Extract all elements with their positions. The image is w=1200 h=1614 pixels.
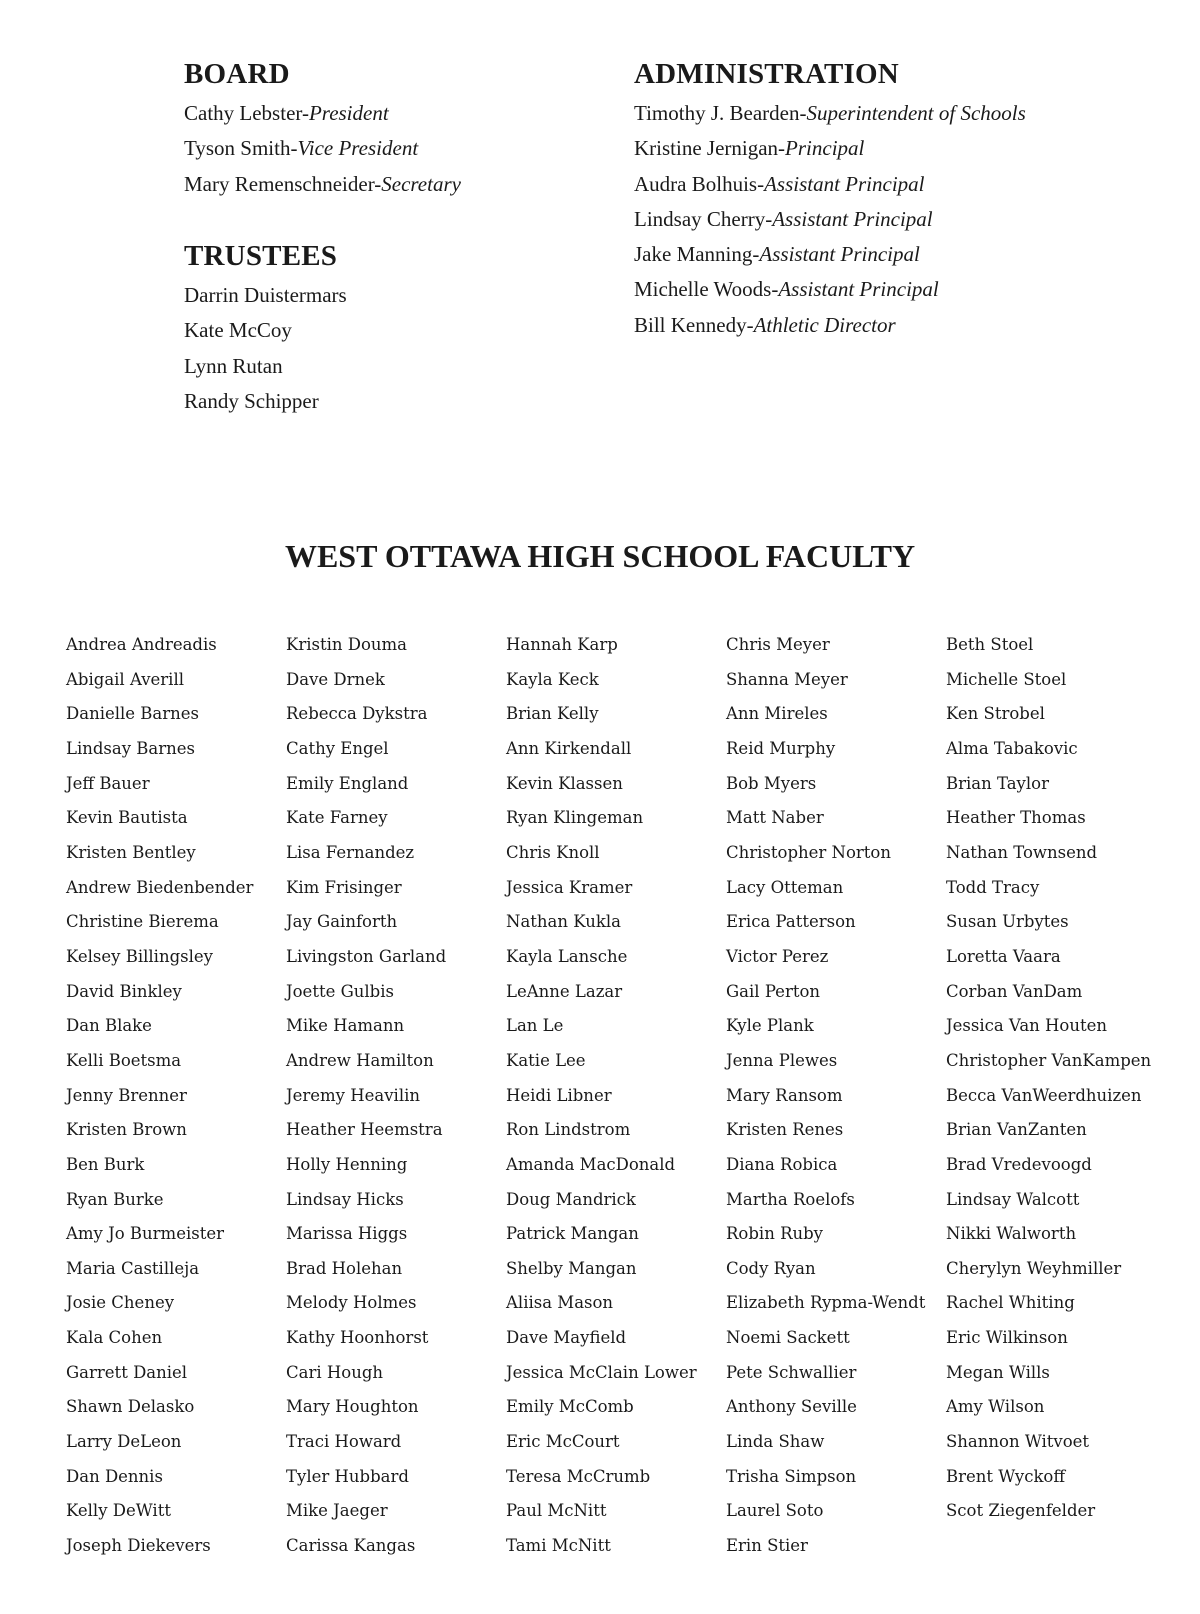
faculty-member: Heather Thomas — [946, 808, 1086, 828]
trustees-list — [184, 278, 347, 419]
administration-section — [634, 56, 1026, 343]
faculty-member: Doug Mandrick — [506, 1189, 636, 1209]
faculty-member: Jay Gainforth — [286, 912, 398, 932]
faculty-member: Diana Robica — [726, 1154, 838, 1174]
person-name: Bill Kennedy- — [634, 312, 754, 337]
faculty-member: Patrick Mangan — [506, 1224, 639, 1244]
faculty-member: Anthony Seville — [726, 1397, 857, 1417]
person-name: Tyson Smith- — [184, 136, 298, 161]
faculty-member: Erin Stier — [726, 1536, 808, 1556]
faculty-member: Victor Perez — [726, 946, 829, 966]
faculty-member: Corban VanDam — [946, 981, 1083, 1001]
faculty-member: Kristen Renes — [726, 1120, 844, 1140]
faculty-member: Melody Holmes — [286, 1293, 417, 1313]
faculty-member: Gail Perton — [726, 981, 821, 1001]
person-name: Mary Remenschneider- — [184, 171, 382, 196]
faculty-member: Michelle Stoel — [946, 669, 1067, 689]
faculty-member: Reid Murphy — [726, 738, 836, 758]
faculty-member: Jessica McClain Lower — [506, 1362, 697, 1382]
faculty-member: Brian VanZanten — [946, 1120, 1087, 1140]
person-role: Assistant Principal — [759, 242, 920, 267]
faculty-member: Ron Lindstrom — [506, 1120, 631, 1140]
faculty-member: Brad Vredevoogd — [946, 1154, 1092, 1174]
faculty-member: Cody Ryan — [726, 1258, 816, 1278]
faculty-member: Kevin Klassen — [506, 773, 623, 793]
person-name: Kristine Jernigan- — [634, 136, 786, 161]
faculty-member: Martha Roelofs — [726, 1189, 855, 1209]
faculty-member: Elizabeth Rypma-Wendt — [726, 1293, 926, 1313]
faculty-member: Mike Hamann — [286, 1016, 405, 1036]
faculty-member: Kristen Brown — [66, 1120, 187, 1140]
administration-member — [634, 272, 1026, 307]
administration-member — [634, 96, 1026, 131]
faculty-column-2 — [286, 628, 446, 1564]
faculty-member: Beth Stoel — [946, 635, 1034, 654]
faculty-member: Ken Strobel — [946, 704, 1045, 724]
trustee-member: Lynn Rutan — [184, 353, 283, 378]
person-role: Assistant Principal — [772, 206, 933, 231]
person-name: Audra Bolhuis- — [634, 171, 765, 196]
faculty-member: Brent Wyckoff — [946, 1466, 1066, 1486]
administration-member — [634, 308, 1026, 343]
board-list — [184, 96, 461, 202]
faculty-member: Shawn Delasko — [66, 1397, 195, 1417]
faculty-member: Linda Shaw — [726, 1432, 825, 1452]
faculty-member: Garrett Daniel — [66, 1362, 188, 1382]
faculty-member: Kelsey Billingsley — [66, 946, 213, 966]
faculty-member: Lindsay Walcott — [946, 1189, 1080, 1209]
faculty-member: Cari Hough — [286, 1362, 384, 1382]
faculty-member: Jeff Bauer — [66, 773, 150, 793]
faculty-member: Robin Ruby — [726, 1224, 824, 1244]
faculty-member: Mike Jaeger — [286, 1501, 388, 1521]
faculty-member: Joette Gulbis — [286, 981, 394, 1001]
faculty-member: Jenna Plewes — [726, 1050, 838, 1070]
faculty-member: Amanda MacDonald — [506, 1154, 676, 1174]
board-member — [184, 96, 461, 131]
faculty-member: Kristin Douma — [286, 635, 408, 654]
faculty-member: Laurel Soto — [726, 1501, 824, 1521]
faculty-column-4 — [726, 628, 925, 1564]
faculty-member: Tyler Hubbard — [286, 1466, 409, 1486]
faculty-title: WEST OTTAWA HIGH SCHOOL FACULTY — [284, 538, 916, 574]
faculty-member: Emily McComb — [506, 1397, 634, 1417]
faculty-member: Lindsay Barnes — [66, 738, 196, 758]
faculty-member: LeAnne Lazar — [506, 981, 623, 1001]
faculty-member: Christopher VanKampen — [946, 1050, 1152, 1070]
administration-member — [634, 167, 1026, 202]
faculty-member: Ryan Klingeman — [506, 808, 644, 828]
faculty-member: Lacy Otteman — [726, 877, 844, 897]
trustee-member: Kate McCoy — [184, 318, 292, 343]
faculty-member: Shelby Mangan — [506, 1258, 637, 1278]
faculty-member: Maria Castilleja — [66, 1258, 200, 1278]
faculty-member: Cathy Engel — [286, 738, 389, 758]
faculty-member: Kate Farney — [286, 808, 388, 828]
administration-member — [634, 131, 1026, 166]
faculty-member: Ann Kirkendall — [506, 738, 632, 758]
faculty-member: Katie Lee — [506, 1050, 586, 1070]
administration-heading: ADMINISTRATION — [634, 58, 899, 90]
faculty-member: Erica Patterson — [726, 912, 856, 932]
person-role: President — [308, 101, 389, 125]
faculty-member: Livingston Garland — [286, 946, 447, 966]
faculty-member: Kelly DeWitt — [66, 1501, 171, 1521]
faculty-column-3 — [506, 628, 697, 1564]
faculty-member: Becca VanWeerdhuizen — [946, 1085, 1142, 1105]
faculty-member: Amy Wilson — [946, 1397, 1045, 1417]
faculty-member: Brad Holehan — [286, 1258, 403, 1278]
faculty-member: Rachel Whiting — [946, 1293, 1075, 1313]
faculty-member: Traci Howard — [286, 1432, 402, 1452]
trustees-heading: TRUSTEES — [184, 240, 338, 272]
person-role: Secretary — [381, 171, 461, 196]
faculty-member: Mary Houghton — [286, 1397, 419, 1417]
faculty-member: Nathan Townsend — [946, 842, 1098, 862]
faculty-member: Chris Knoll — [506, 842, 600, 862]
faculty-member: Megan Wills — [946, 1362, 1050, 1382]
faculty-member: Kayla Keck — [506, 669, 599, 689]
faculty-member: Joseph Diekevers — [66, 1536, 211, 1556]
faculty-member: Josie Cheney — [66, 1293, 175, 1313]
faculty-member: Kelli Boetsma — [66, 1050, 182, 1070]
faculty-member: Lindsay Hicks — [286, 1189, 404, 1209]
faculty-member: Nikki Walworth — [946, 1224, 1077, 1244]
faculty-member: Lisa Fernandez — [286, 842, 415, 862]
faculty-member: Shannon Witvoet — [946, 1432, 1090, 1452]
board-section — [184, 56, 461, 202]
faculty-member: Matt Naber — [726, 808, 824, 828]
faculty-member: Dan Dennis — [66, 1466, 163, 1486]
faculty-member: Tami McNitt — [506, 1536, 611, 1556]
faculty-member: Jessica Kramer — [506, 877, 633, 897]
faculty-member: Abigail Averill — [66, 669, 185, 689]
faculty-member: Holly Henning — [286, 1154, 408, 1174]
faculty-member: Andrew Hamilton — [286, 1050, 434, 1070]
faculty-member: Scot Ziegenfelder — [946, 1501, 1096, 1521]
administration-member — [634, 237, 1026, 272]
person-role: Assistant Principal — [778, 277, 939, 302]
administration-list — [634, 96, 1026, 343]
faculty-member: Brian Kelly — [506, 704, 599, 724]
faculty-member: Heather Heemstra — [286, 1120, 443, 1140]
faculty-member: Cherylyn Weyhmiller — [946, 1258, 1122, 1278]
faculty-member: Dave Drnek — [286, 669, 385, 689]
faculty-member: Christine Bierema — [66, 912, 219, 932]
faculty-member: Jeremy Heavilin — [286, 1085, 421, 1105]
trustee-member: Randy Schipper — [184, 388, 319, 413]
faculty-member: Carissa Kangas — [286, 1536, 416, 1556]
faculty-member: Aliisa Mason — [506, 1293, 614, 1313]
faculty-member: Kathy Hoonhorst — [286, 1328, 429, 1348]
faculty-member: Christopher Norton — [726, 842, 891, 862]
faculty-member: Ann Mireles — [726, 704, 828, 724]
faculty-column-5 — [946, 628, 1151, 1529]
faculty-member: Chris Meyer — [726, 635, 830, 654]
faculty-member: Kristen Bentley — [66, 842, 196, 862]
person-role: Principal — [785, 136, 865, 161]
faculty-member: Todd Tracy — [946, 877, 1040, 897]
person-role: Assistant Principal — [764, 171, 925, 196]
faculty-member: David Binkley — [66, 981, 182, 1001]
faculty-member: Kyle Plank — [726, 1016, 814, 1036]
faculty-member: Larry DeLeon — [66, 1432, 182, 1452]
faculty-member: Trisha Simpson — [726, 1466, 857, 1486]
faculty-member: Amy Jo Burmeister — [66, 1224, 224, 1244]
faculty-member: Andrew Biedenbender — [66, 877, 254, 897]
faculty-member: Jenny Brenner — [66, 1085, 187, 1105]
faculty-member: Ryan Burke — [66, 1189, 164, 1209]
faculty-member: Kim Frisinger — [286, 877, 402, 897]
faculty-member: Eric Wilkinson — [946, 1328, 1068, 1348]
faculty-member: Kala Cohen — [66, 1328, 163, 1348]
person-name: Lindsay Cherry- — [634, 206, 773, 231]
faculty-member: Teresa McCrumb — [506, 1466, 651, 1486]
person-name: Timothy J. Bearden- — [634, 101, 807, 125]
faculty-member: Alma Tabakovic — [946, 738, 1078, 758]
person-role: Superintendent of Schools — [806, 101, 1026, 125]
faculty-member: Susan Urbytes — [946, 912, 1069, 932]
faculty-column-1 — [66, 628, 253, 1564]
faculty-member: Nathan Kukla — [506, 912, 621, 932]
person-name: Jake Manning- — [634, 242, 760, 267]
person-name: Michelle Woods- — [634, 277, 779, 302]
faculty-member: Brian Taylor — [946, 773, 1049, 793]
faculty-member: Pete Schwallier — [726, 1362, 857, 1382]
faculty-member: Danielle Barnes — [66, 704, 200, 724]
faculty-member: Paul McNitt — [506, 1501, 607, 1521]
faculty-member: Rebecca Dykstra — [286, 704, 428, 724]
faculty-member: Hannah Karp — [506, 635, 618, 654]
person-role: Athletic Director — [753, 312, 896, 337]
faculty-member: Kevin Bautista — [66, 808, 188, 828]
faculty-member: Emily England — [286, 773, 409, 793]
administration-member — [634, 202, 1026, 237]
faculty-member: Mary Ransom — [726, 1085, 843, 1105]
faculty-member: Noemi Sackett — [726, 1328, 850, 1348]
faculty-member: Dave Mayfield — [506, 1328, 627, 1348]
faculty-member: Eric McCourt — [506, 1432, 620, 1452]
person-role: Vice President — [297, 136, 419, 161]
faculty-member: Jessica Van Houten — [946, 1016, 1107, 1036]
faculty-member: Lan Le — [506, 1016, 564, 1036]
faculty-member: Heidi Libner — [506, 1085, 612, 1105]
board-heading: BOARD — [184, 58, 290, 90]
faculty-member: Loretta Vaara — [946, 946, 1061, 966]
faculty-member: Marissa Higgs — [286, 1224, 408, 1244]
trustees-section — [184, 238, 347, 419]
trustee-member: Darrin Duistermars — [184, 283, 347, 307]
board-member — [184, 167, 461, 202]
person-name: Cathy Lebster- — [184, 101, 309, 125]
faculty-member: Andrea Andreadis — [66, 635, 217, 654]
faculty-member: Dan Blake — [66, 1016, 152, 1036]
faculty-member: Shanna Meyer — [726, 669, 848, 689]
faculty-member: Kayla Lansche — [506, 946, 628, 966]
faculty-member: Bob Myers — [726, 773, 817, 793]
board-member — [184, 131, 461, 166]
faculty-member: Ben Burk — [66, 1154, 145, 1174]
